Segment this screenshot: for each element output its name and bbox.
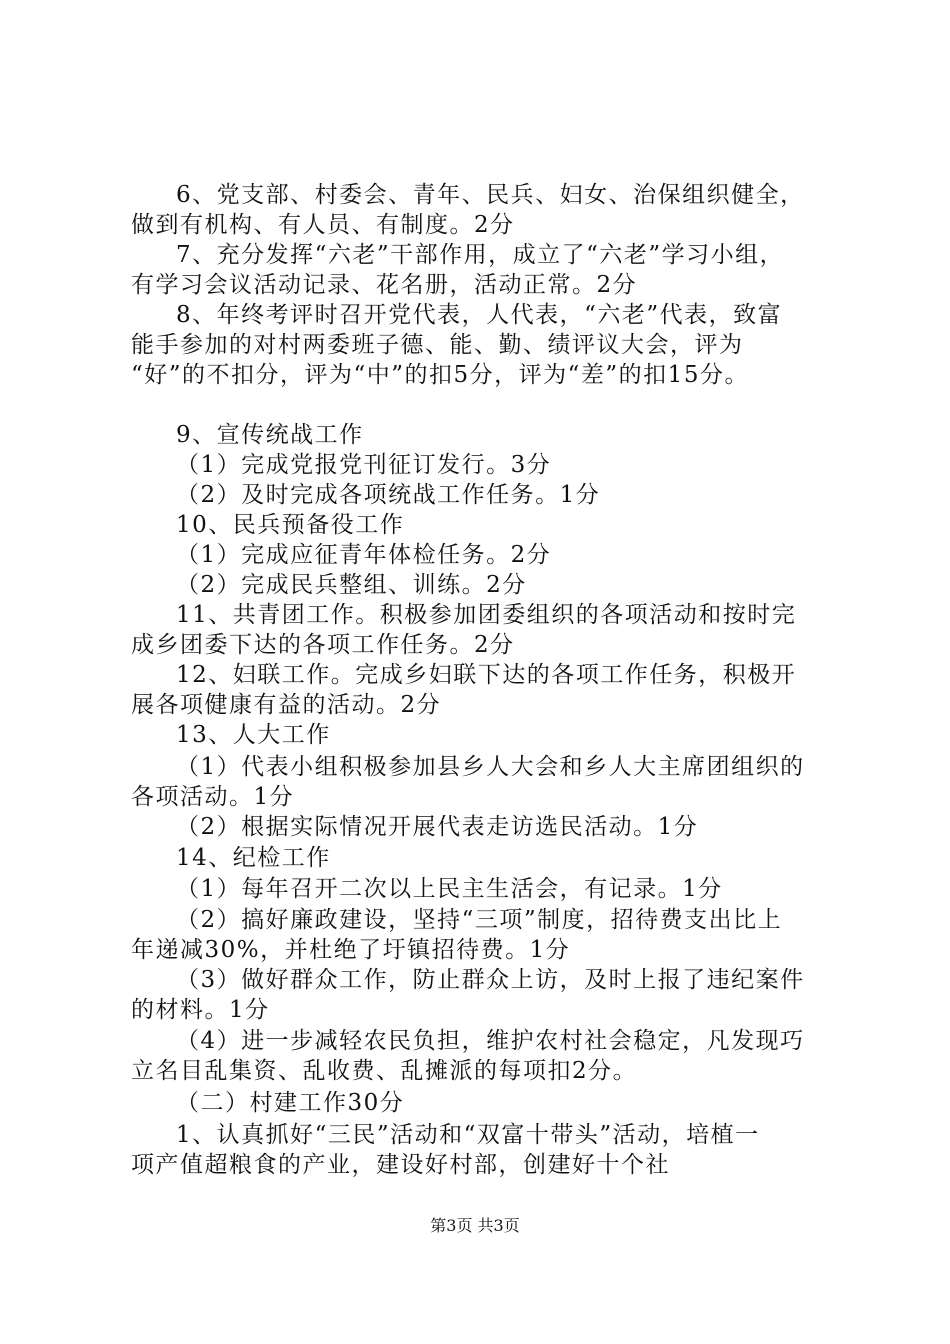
text-line: 1、认真抓好“三民”活动和“双富十带头”活动，培植一: [176, 1122, 760, 1148]
text-line: 8、年终考评时召开党代表，人代表，“六老”代表，致富: [176, 302, 783, 328]
text-line: 6、党支部、村委会、青年、民兵、妇女、治保组织健全，: [176, 182, 805, 208]
text-line: 11、共青团工作。积极参加团委组织的各项活动和按时完: [176, 602, 797, 628]
text-line: “好”的不扣分，评为“中”的扣5分，评为“差”的扣15分。: [131, 362, 749, 388]
text-line: 10、民兵预备役工作: [176, 512, 405, 538]
page-footer: 第3页 共3页: [430, 1216, 520, 1235]
text-line: （1）代表小组积极参加县乡人大会和乡人大主席团组织的: [176, 754, 805, 780]
text-line: 成乡团委下达的各项工作任务。2分: [131, 632, 515, 658]
text-line: 的材料。1分: [131, 997, 270, 1023]
text-line: （2）完成民兵整组、训练。2分: [176, 572, 527, 598]
text-line: 14、纪检工作: [176, 845, 331, 871]
text-line: 做到有机构、有人员、有制度。2分: [131, 212, 515, 238]
text-line: （2）根据实际情况开展代表走访选民活动。1分: [176, 814, 699, 840]
text-line: 展各项健康有益的活动。2分: [131, 692, 442, 718]
text-line: （2）搞好廉政建设，坚持“三项”制度，招待费支出比上: [176, 907, 783, 933]
text-line: （3）做好群众工作，防止群众上访，及时上报了违纪案件: [176, 967, 805, 993]
text-line: 项产值超粮食的产业，建设好村部，创建好十个社: [131, 1152, 670, 1178]
text-line: 13、人大工作: [176, 722, 331, 748]
text-line: 年递减30%，并杜绝了圩镇招待费。1分: [131, 937, 571, 963]
text-line: 9、宣传统战工作: [176, 422, 364, 448]
text-line: 12、妇联工作。完成乡妇联下达的各项工作任务，积极开: [176, 662, 797, 688]
text-line: （1）完成党报党刊征订发行。3分: [176, 452, 552, 478]
text-line: （1）每年召开二次以上民主生活会，有记录。1分: [176, 876, 723, 902]
text-line: （二）村建工作30分: [176, 1090, 405, 1116]
text-line: 各项活动。1分: [131, 784, 295, 810]
text-line: （1）完成应征青年体检任务。2分: [176, 542, 552, 568]
text-line: （2）及时完成各项统战工作任务。1分: [176, 482, 601, 508]
text-line: 能手参加的对村两委班子德、能、勤、绩评议大会，评为: [131, 332, 744, 358]
text-line: 立名目乱集资、乱收费、乱摊派的每项扣2分。: [131, 1058, 638, 1084]
text-line: 7、充分发挥“六老”干部作用，成立了“六老”学习小组，: [176, 242, 785, 268]
text-line: 有学习会议活动记录、花名册，活动正常。2分: [131, 272, 638, 298]
text-line: （4）进一步减轻农民负担，维护农村社会稳定，凡发现巧: [176, 1028, 805, 1054]
